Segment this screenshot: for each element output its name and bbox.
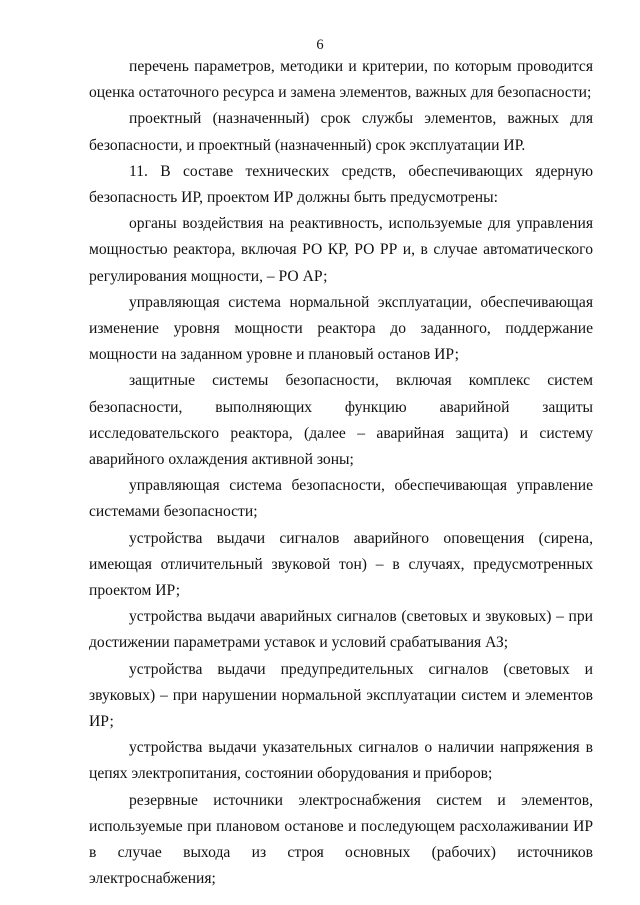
paragraph-design-service-life: проектный (назначенный) срок службы элементов, важных для безопасности, и проектный (назначенный) срок эксплуатации ИР.: [89, 110, 593, 154]
paragraph-warning-signal-devices: устройства выдачи предупредительных сигналов (световых и звуковых) – при нарушении нормальной эксплуатации систем и элементов ИР;: [89, 660, 593, 731]
paragraph-protective-safety-systems: защитные системы безопасности, включая комплекс систем безопасности, выполняющих функцию аварийной защиты исследовательского реактора, (далее – аварийная защита) и систему аварийного охлаждения активной зоны;: [89, 372, 593, 469]
paragraph-normal-operation-control-system: управляющая система нормальной эксплуатации, обеспечивающая изменение уровня мощности реактора до заданного, поддержание мощности на заданном уровне и плановый останов ИР;: [89, 293, 593, 364]
paragraph-emergency-alert-devices: устройства выдачи сигналов аварийного оповещения (сирена, имеющая отличительный звуковой тон) – в случаях, предусмотренных проектом ИР;: [89, 529, 593, 600]
paragraph-residual-resource-criteria: перечень параметров, методики и критерии, по которым проводится оценка остаточного ресурса и замена элементов, важных для безопасности;: [89, 58, 593, 102]
paragraph-backup-power-sources: резервные источники электроснабжения систем и элементов, используемые при плановом останове и последующем расхолаживании ИР в случае выхода из строя основных (рабочих) источников электроснабжения;: [89, 791, 593, 888]
paragraph-item-11-technical-means: 11. В составе технических средств, обеспечивающих ядерную безопасность ИР, проектом ИР должны быть предусмотрены:: [89, 162, 593, 207]
paragraph-safety-control-system: управляющая система безопасности, обеспечивающая управление системами безопасности;: [89, 477, 593, 521]
paragraph-indication-signal-devices: устройства выдачи указательных сигналов о наличии напряжения в цепях электропитания, состоянии оборудования и приборов;: [89, 739, 593, 783]
page-number: 6: [316, 37, 324, 53]
paragraph-emergency-signal-devices: устройства выдачи аварийных сигналов (световых и звуковых) – при достижении параметрами уставок и условий срабатывания АЗ;: [89, 608, 593, 652]
paragraph-reactivity-control-elements: органы воздействия на реактивность, используемые для управления мощностью реактора, включая РО КР, РО РР и, в случае автоматического регулирования мощности, – РО АР;: [89, 215, 593, 285]
document-body: [89, 54, 593, 893]
